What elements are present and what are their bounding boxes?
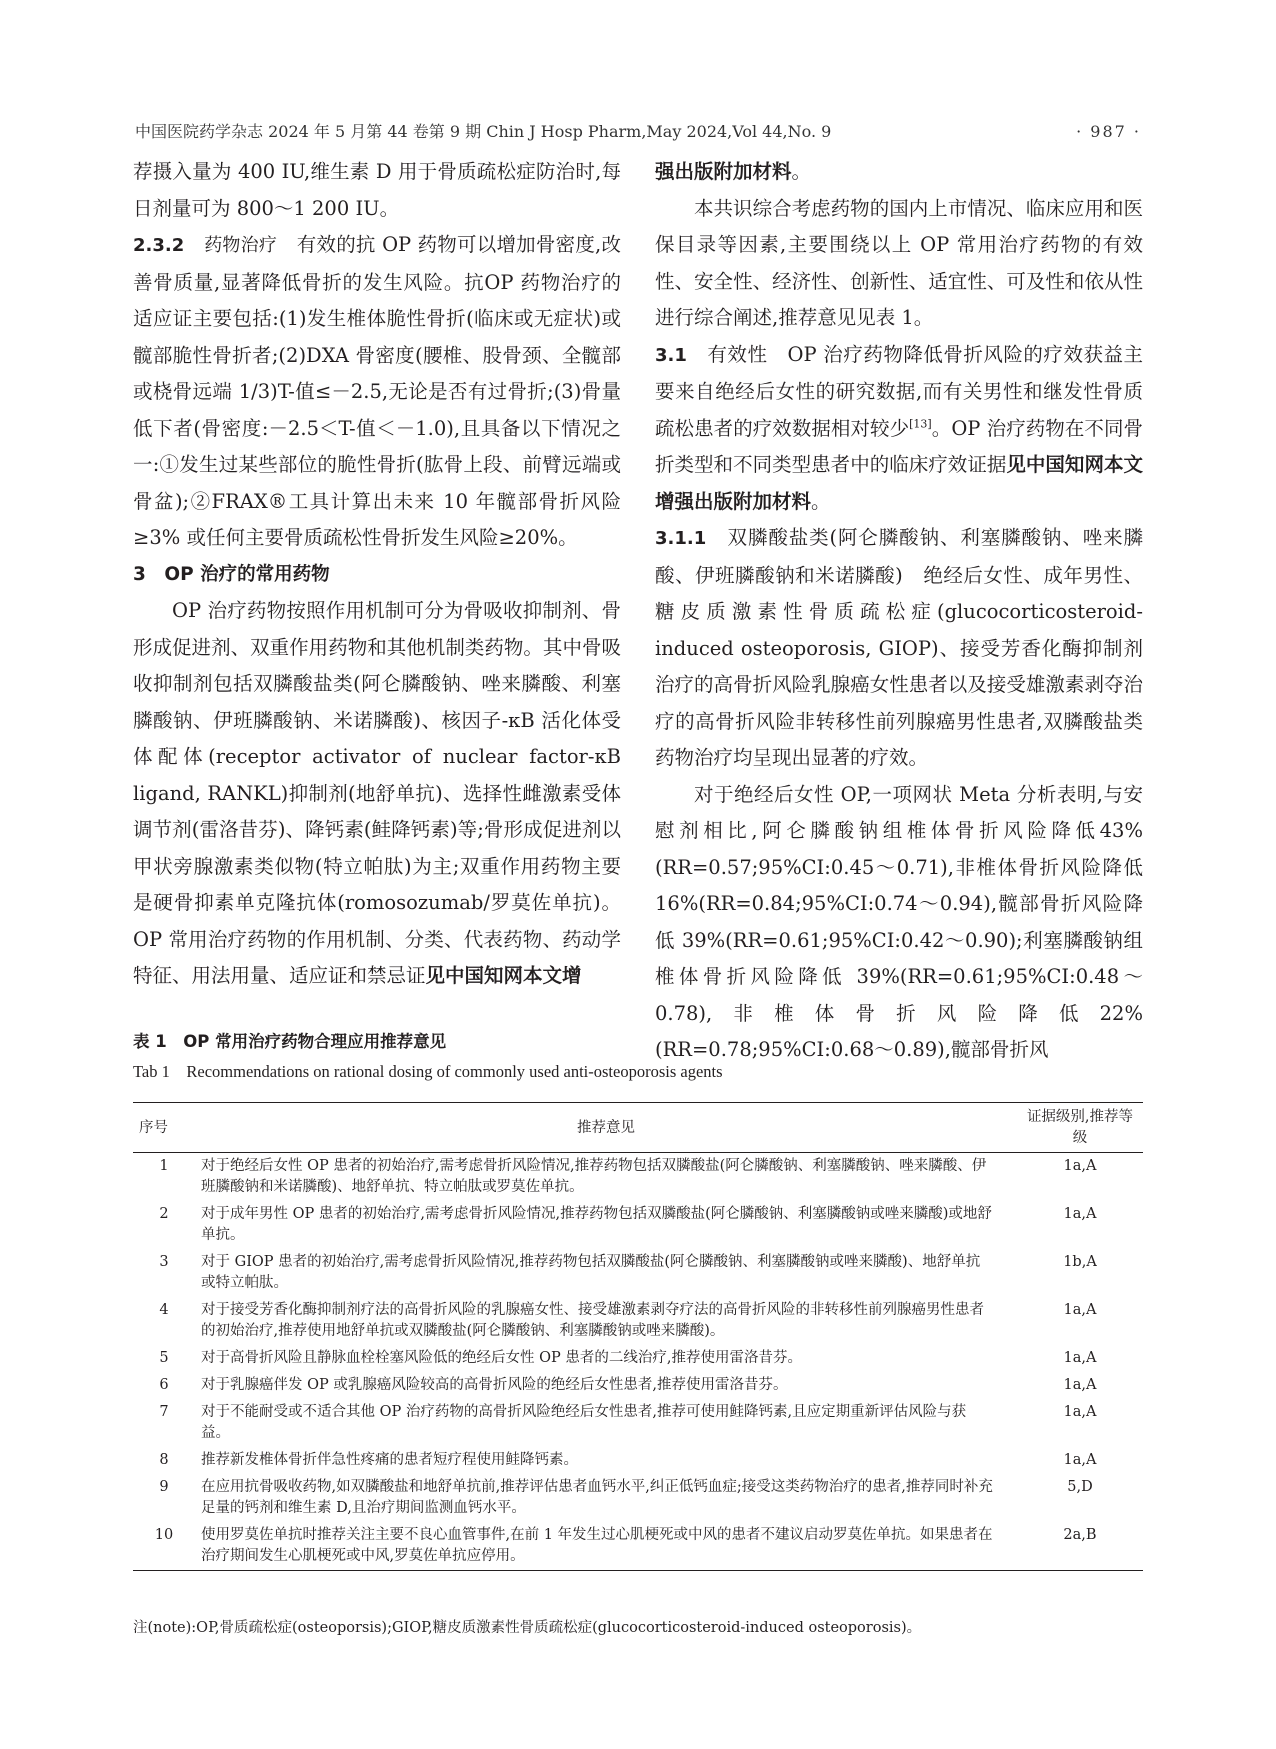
section-heading: 有效性 [707,342,768,366]
row-number: 6 [159,1377,169,1393]
row-recommendation: 在应用抗骨吸收药物,如双膦酸盐和地舒单抗前,推荐评估患者血钙水平,纠正低钙血症;接受这类药物治疗的患者,推荐同时补充足量的钙剂和维生素 D,且治疗期间监测血钙水平。 [201,1479,993,1516]
punctuation: 。 [791,160,812,183]
row-recommendation: 使用罗莫佐单抗时推荐关注主要不良心血管事件,在前 1 年发生过心肌梗死或中风的患者不建议启动罗莫佐单抗。如果患者在治疗期间发生心肌梗死或中风,罗莫佐单抗应停用。 [201,1527,993,1564]
paragraph-2-3-2 [133,227,621,557]
row-number: 4 [159,1302,169,1318]
col-header-recommendation: 推荐意见 [195,1103,1017,1153]
row-recommendation: 对于乳腺癌伴发 OP 或乳腺癌风险较高的高骨折风险的绝经后女性患者,推荐使用雷洛昔芬。 [201,1377,788,1393]
col-header-grade: 证据级别,推荐等级 [1017,1103,1143,1153]
recommendations-table [133,1102,1143,1571]
row-grade: 1a,A [1063,1302,1097,1318]
row-number: 9 [159,1479,169,1495]
paragraph [655,154,1143,191]
paragraph-3-1 [655,337,1143,521]
table-row [133,1201,1143,1249]
row-grade: 1a,A [1063,1158,1097,1174]
right-column [655,154,1143,1069]
journal-citation: 中国医院药学杂志 2024 年 5 月第 44 卷第 9 期 Chin J Hosp Pharm,May 2024,Vol 44,No. 9 [135,122,832,141]
row-grade: 2a,B [1063,1527,1097,1543]
paragraph: 荐摄入量为 400 IU,维生素 D 用于骨质疏松症防治时,每日剂量可为 800～1 200 IU。 [133,160,621,220]
paragraph-body: 。OP 治疗药物在不同骨折类型和不同类型患者中的临床疗效证据 [655,416,1143,476]
table-row [133,1399,1143,1447]
row-number: 1 [159,1158,169,1174]
row-number: 7 [159,1404,169,1420]
table-row [133,1474,1143,1522]
row-recommendation: 推荐新发椎体骨折伴急性疼痛的患者短疗程使用鲑降钙素。 [201,1452,578,1468]
row-recommendation: 对于不能耐受或不适合其他 OP 治疗药物的高骨折风险绝经后女性患者,推荐可使用鲑降钙素,且应定期重新评估风险与获益。 [201,1404,967,1441]
row-recommendation: 对于成年男性 OP 患者的初始治疗,需考虑骨折风险情况,推荐药物包括双膦酸盐(阿仑膦酸钠、利塞膦酸钠或唑来膦酸)或地舒单抗。 [201,1206,992,1243]
row-recommendation: 对于接受芳香化酶抑制剂疗法的高骨折风险的乳腺癌女性、接受雄激素剥夺疗法的高骨折风险的非转移性前列腺癌男性患者的初始治疗,推荐使用地舒单抗或双膦酸盐(阿仑膦酸钠、利塞膦酸钠或唑来膦酸)。 [201,1302,984,1339]
row-recommendation: 对于绝经后女性 OP 患者的初始治疗,需考虑骨折风险情况,推荐药物包括双膦酸盐(阿仑膦酸钠、利塞膦酸钠、唑来膦酸、伊班膦酸钠和米诺膦酸)、地舒单抗、特立帕肽或罗莫佐单抗。 [201,1158,987,1195]
table-row [133,1372,1143,1399]
col-header-no: 序号 [133,1103,195,1153]
row-number: 3 [159,1254,169,1270]
paragraph-body: OP 治疗药物按照作用机制可分为骨吸收抑制剂、骨形成促进剂、双重作用药物和其他机制类药物。其中骨吸收抑制剂包括双膦酸盐类(阿仑膦酸钠、唑来膦酸、利塞膦酸钠、伊班膦酸钠、米诺膦酸)、核因子-κB 活化体受体配体(receptor activator of nuclear factor-κB ligand, RANKL)抑制剂(地舒单抗)、选择性雌激素受体调节剂(雷洛昔芬)、降钙素(鲑降钙素)等;骨形成促进剂以甲状旁腺激素类似物(特立帕肽)为主;双重作用药物主要是硬骨抑素单克隆抗体(romosozumab/罗莫佐单抗)。OP 常用治疗药物的作用机制、分类、代表药物、药动学特征、用法用量、适应证和禁忌证 [133,599,621,987]
punctuation: 。 [811,489,831,513]
section-heading: 药物治疗 [204,235,278,256]
row-number: 10 [154,1527,174,1543]
section-number: 2.3.2 [133,235,185,256]
row-grade: 1a,A [1063,1377,1097,1393]
section-heading-3: 3 OP 治疗的常用药物 [133,563,330,585]
table-caption-en: Tab 1 Recommendations on rational dosing of commonly used anti-osteoporosis agents [133,1062,723,1081]
row-number: 8 [159,1452,169,1468]
table-row [133,1345,1143,1372]
paragraph-body: 绝经后女性、成年男性、糖皮质激素性骨质疏松症(glucocorticosteroid-induced osteoporosis, GIOP)、接受芳香化酶抑制剂治疗的高骨折风险乳腺癌女性患者以及接受雄激素剥夺治疗的高骨折风险非转移性前列腺癌男性患者,双膦酸盐类药物治疗均呈现出显著的疗效。 [655,563,1143,769]
table-caption [133,1030,1143,1084]
table-row [133,1297,1143,1345]
table-caption-cn: 表 1 OP 常用治疗药物合理应用推荐意见 [133,1032,447,1051]
section-number: 3.1.1 [655,528,707,549]
section-heading: 双膦酸盐类(阿仑膦酸钠、利塞膦酸钠、唑来膦酸、伊班膦酸钠和米诺膦酸) [655,526,1143,587]
supplement-link: 强出版附加材料 [655,160,792,183]
table-row [133,1522,1143,1571]
paragraph-body: OP 治疗药物降低骨折风险的疗效获益主要来自绝经后女性的研究数据,而有关男性和继发性骨质疏松患者的疗效数据相对较少 [655,342,1143,440]
row-number: 2 [159,1206,169,1222]
paragraph-body: 有效的抗 OP 药物可以增加骨密度,改善骨质量,显著降低骨折的发生风险。抗OP 药物治疗的适应证主要包括:(1)发生椎体脆性骨折(临床或无症状)或髋部脆性骨折者;(2)DXA 骨密度(腰椎、股骨颈、全髋部或桡骨远端 1/3)T-值≤－2.5,无论是否有过骨折;(3)骨量低下者(骨密度:－2.5＜T-值＜－1.0),且具备以下情况之一:①发生过某些部位的脆性骨折(肱骨上段、前臂远端或骨盆);②FRAX®工具计算出未来 10 年髋部骨折风险≥3% 或任何主要骨质疏松性骨折发生风险≥20%。 [133,233,621,549]
row-recommendation: 对于 GIOP 患者的初始治疗,需考虑骨折风险情况,推荐药物包括双膦酸盐(阿仑膦酸钠、利塞膦酸钠或唑来膦酸)、地舒单抗或特立帕肽。 [201,1254,981,1291]
paragraph-3-1-1 [655,520,1143,777]
page-number: · 987 · [1076,122,1141,141]
reference-marker: [13] [909,417,932,430]
row-grade: 1a,A [1063,1452,1097,1468]
supplement-link: 见中国知网本文增强出版附加材料 [655,453,1143,513]
running-header [135,120,1141,144]
row-grade: 5,D [1067,1479,1093,1495]
paragraph: 本共识综合考虑药物的国内上市情况、临床应用和医保目录等因素,主要围绕以上 OP 常用治疗药物的有效性、安全性、经济性、创新性、适宜性、可及性和依从性进行综合阐述,推荐意见见表 1。 [655,196,1143,329]
row-grade: 1a,A [1063,1404,1097,1420]
row-number: 5 [159,1350,169,1366]
table-note: 注(note):OP,骨质疏松症(osteoporsis);GIOP,糖皮质激素性骨质疏松症(glucocorticosteroid-induced osteoporosis)。 [133,1620,922,1636]
row-grade: 1b,A [1063,1254,1097,1270]
section-number: 3.1 [655,344,687,366]
paragraph: 对于绝经后女性 OP,一项网状 Meta 分析表明,与安慰剂相比,阿仑膦酸钠组椎体骨折风险降低43%(RR=0.57;95%CI:0.45～0.71),非椎体骨折风险降低 16%(RR=0.84;95%CI:0.74～0.94),髋部骨折风险降低 39%(RR=0.61;95%CI:0.42～0.90);利塞膦酸钠组椎体骨折风险降低 39%(RR=0.61;95%CI:0.48～0.78),非椎体骨折风险降低22%(RR=0.78;95%CI:0.68～0.89),髋部骨折风 [655,782,1143,1061]
table-row [133,1447,1143,1474]
table-row [133,1153,1143,1202]
row-grade: 1a,A [1063,1350,1097,1366]
paragraph [133,593,621,995]
left-column [133,154,621,995]
table-header-row [133,1103,1143,1153]
supplement-link: 见中国知网本文增 [425,964,582,987]
table-row [133,1249,1143,1297]
row-grade: 1a,A [1063,1206,1097,1222]
row-recommendation: 对于高骨折风险且静脉血栓栓塞风险低的绝经后女性 OP 患者的二线治疗,推荐使用雷洛昔芬。 [201,1350,802,1366]
